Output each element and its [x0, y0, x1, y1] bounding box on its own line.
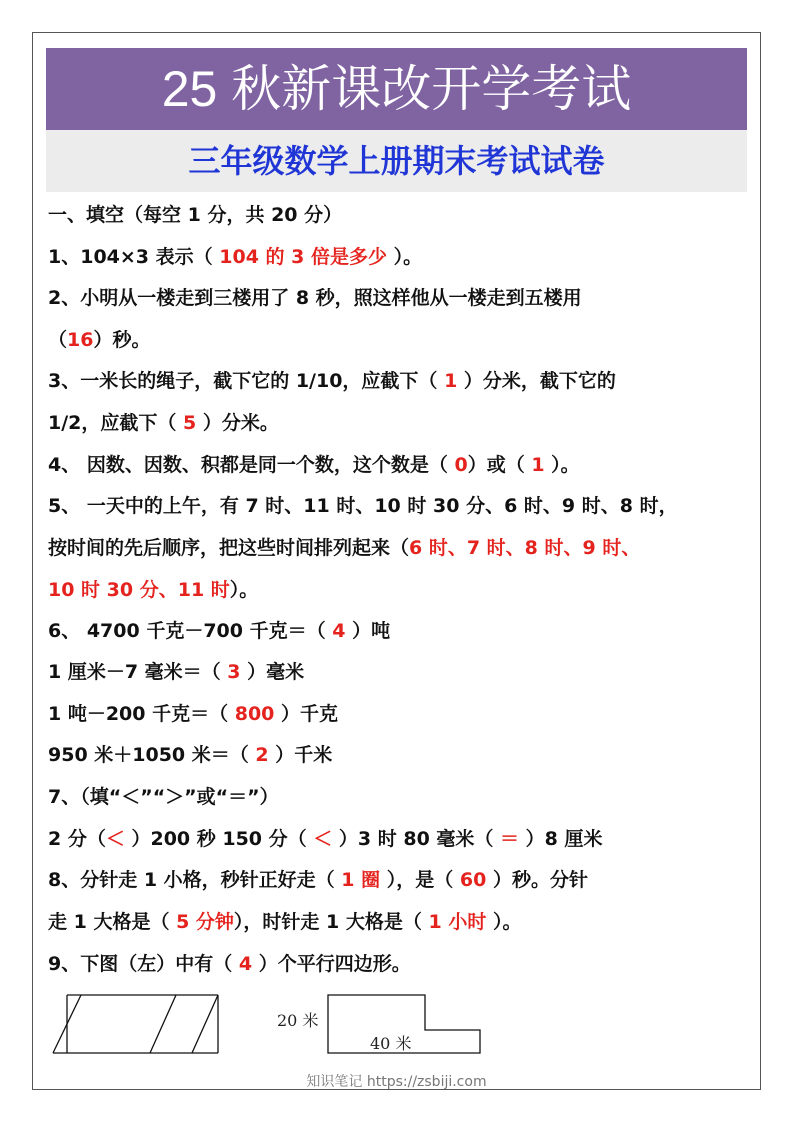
answer: 1 — [531, 454, 545, 476]
answer: 800 — [234, 703, 275, 725]
text: 1/2，应截下（ — [48, 412, 183, 434]
text: ）分米。 — [196, 412, 279, 434]
answer: 1 — [444, 370, 458, 392]
answer: 1 小时 — [428, 911, 487, 933]
answer: 6 时、7 时、8 时、9 时、 — [409, 537, 641, 559]
text: ），是（ — [380, 869, 460, 891]
answer: 10 时 30 分、11 时 — [48, 579, 230, 601]
text: ）3 时 80 毫米（ — [332, 828, 501, 850]
answer: 4 — [332, 620, 346, 642]
text: ）秒。分针 — [486, 869, 588, 891]
text: ）千克 — [274, 703, 339, 725]
banner-title: 25 秋新课改开学考试 — [46, 48, 747, 130]
text: 1 厘米－7 毫米＝（ — [48, 661, 228, 683]
section-heading: 一、填空（每空 1 分，共 20 分） — [48, 204, 343, 226]
text: ）分米，截下它的 — [457, 370, 616, 392]
height-label: 20 米 — [277, 1011, 319, 1030]
answer: 2 — [255, 744, 269, 766]
text: 950 米＋1050 米＝（ — [48, 744, 256, 766]
text: 2、小明从一楼走到三楼用了 8 秒，照这样他从一楼走到五楼用 — [48, 287, 582, 309]
answer: 16 — [67, 329, 94, 351]
text: ）。 — [486, 911, 522, 933]
text: ）毫米 — [240, 661, 305, 683]
answer: 3 — [227, 661, 241, 683]
text: 4、 因数、因数、积都是同一个数，这个数是（ — [48, 454, 455, 476]
text: ）。 — [387, 246, 423, 268]
text: 9、下图（左）中有（ — [48, 953, 239, 975]
text: ）200 秒 150 分（ — [124, 828, 314, 850]
answer: ＜ — [105, 828, 125, 850]
text: ），时针走 1 大格是（ — [233, 911, 429, 933]
text: 走 1 大格是（ — [48, 911, 177, 933]
exam-subtitle: 三年级数学上册期末考试试卷 — [46, 130, 747, 192]
text: （ — [48, 329, 68, 351]
answer: 5 分钟 — [176, 911, 234, 933]
text: ）个平行四边形。 — [252, 953, 411, 975]
answer: ＜ — [313, 828, 333, 850]
text: 按时间的先后顺序，把这些时间排列起来（ — [48, 537, 410, 559]
answer: 4 — [238, 953, 253, 975]
text: 2 分（ — [48, 828, 106, 850]
answer: 5 — [183, 412, 197, 434]
text: ）千米 — [268, 744, 333, 766]
text: ）吨 — [345, 620, 391, 642]
text: ）。 — [229, 579, 259, 601]
text: 3、一米长的绳子，截下它的 1/10，应截下（ — [48, 370, 445, 392]
width-label: 40 米 — [370, 1034, 412, 1053]
answer: ＝ — [500, 828, 520, 850]
text: 1、104×3 表示（ — [48, 246, 220, 268]
text: ）或（ — [467, 454, 532, 476]
text: ）秒。 — [93, 329, 151, 351]
question-5: 5、 一天中的上午，有 7 时、11 时、10 时 30 分、6 时、9 时、8 时， — [48, 495, 678, 517]
text: 6、 4700 千克－700 千克＝（ — [48, 620, 333, 642]
answer: 1 圈 — [341, 869, 381, 891]
text: 1 吨－200 千克＝（ — [48, 703, 235, 725]
answer: 60 — [459, 869, 487, 891]
text: ）。 — [544, 454, 580, 476]
parallelogram-figure — [53, 995, 218, 1053]
footer-watermark: 知识笔记 https://zsbiji.com — [306, 1074, 487, 1090]
text: ）8 厘米 — [519, 828, 603, 850]
answer: 0 — [454, 454, 468, 476]
answer: 104 的 3 倍是多少 — [219, 246, 387, 268]
question-7: 7、（填“＜”“＞”或“＝”） — [48, 786, 279, 808]
text: 8、分针走 1 小格，秒针正好走（ — [48, 869, 342, 891]
